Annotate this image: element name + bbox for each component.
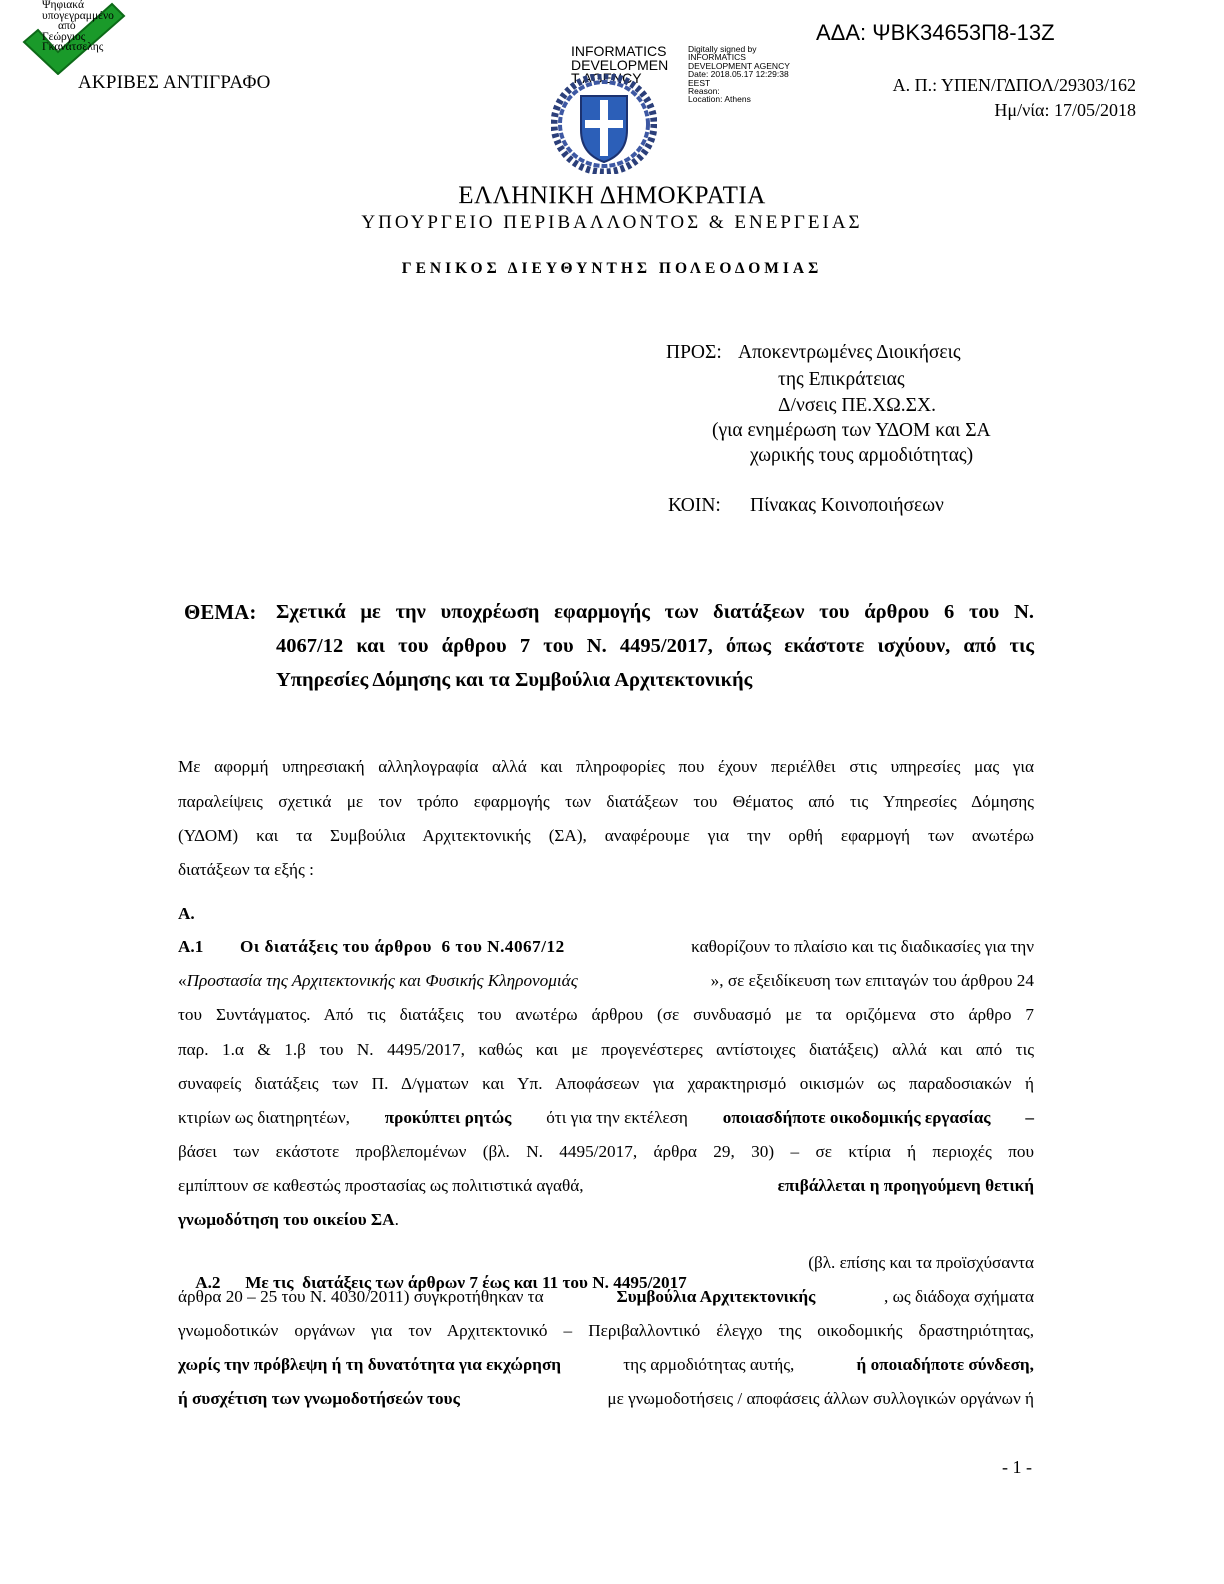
a1-line-5: συναφείς διατάξεις των Π. Δ/γματων και Υπ. Αποφάσεων για χαρακτηρισμό οικισμών ως παραδοσιακών ή — [178, 1074, 1034, 1093]
to-label: ΠΡΟΣ: — [666, 342, 722, 363]
to-recipient-4: (για ενημέρωση των ΥΔΟΜ και ΣΑ — [712, 420, 991, 441]
a1-l9-bold: γνωμοδότηση του οικείου ΣΑ — [178, 1210, 395, 1229]
a1-bold-text: Οι διατάξεις του άρθρου 6 του Ν.4067/12 — [240, 937, 565, 956]
a2-l4-bold-1: χωρίς την πρόβλεψη ή τη δυνατότητα για εκχώρηση — [178, 1355, 562, 1374]
to-recipient-3: Δ/νσεις ΠΕ.ΧΩ.ΣΧ. — [778, 395, 936, 416]
a1-line-2 — [178, 971, 1034, 991]
a2-line-4 — [178, 1355, 1034, 1375]
protocol-date: Ημ/νία: 17/05/2018 — [994, 100, 1136, 120]
a1-text: καθορίζουν το πλαίσιο και τις διαδικασίες για την — [686, 937, 1034, 956]
subject-label: ΘΕΜΑ: — [184, 600, 257, 624]
a1-l6-a: κτιρίων ως διατηρητέων, — [178, 1108, 355, 1127]
section-a-heading: Α. — [178, 904, 195, 923]
a1-line-7: βάσει των εκάστοτε προβλεπομένων (βλ. Ν. 4495/2017, άρθρα 29, 30) – σε κτίρια ή περιοχές που — [178, 1142, 1034, 1161]
protocol-number: Α. Π.: ΥΠΕΝ/ΓΔΠΟΛ/29303/162 — [892, 75, 1136, 95]
a1-l6-dash: – — [1021, 1108, 1034, 1127]
a2-line-3: γνωμοδοτικών οργάνων για τον Αρχιτεκτονικό – Περιβαλλοντικό έλεγχο της οικοδομικής δραστηριότητας, — [178, 1321, 1034, 1340]
a1-italic-title: Προστασία της Αρχιτεκτονικής και Φυσικής Κληρονομιάς — [186, 971, 578, 990]
a2-l4-b: της αρμοδιότητας αυτής, — [618, 1355, 799, 1374]
ministry-title: ΥΠΟΥΡΓΕΙΟ ΠΕΡΙΒΑΛΛΟΝΤΟΣ & ΕΝΕΡΓΕΙΑΣ — [361, 212, 863, 233]
to-recipient-5: χωρικής τους αρμοδιότητας) — [750, 445, 974, 466]
subject-line-2: 4067/12 και του άρθρου 7 του Ν. 4495/2017, όπως εκάστοτε ισχύουν, από τις — [276, 635, 1034, 657]
stamp-signer-text: Ψηφιακά υπογεγραμμένο από Γεώργιος Γκανάτσελης — [42, 0, 114, 53]
page-number: - 1 - — [1002, 1457, 1032, 1477]
protocol-info — [893, 73, 1136, 123]
a2-l5-bold: ή συσχέτιση των γνωμοδοτήσεών τους — [178, 1389, 460, 1408]
intro-line-2: παραλείψεις σχετικά με τον τρόπο εφαρμογής των διατάξεων του Θέματος από τις Υπηρεσίες Δόμησης — [178, 792, 1034, 811]
cc-value: Πίνακας Κοινοποιήσεων — [750, 495, 944, 516]
a2-l4-bold-2: ή οποιαδήποτε σύνδεση, — [856, 1355, 1034, 1374]
to-recipient-1: Αποκεντρωμένες Διοικήσεις — [738, 342, 961, 363]
intro-line-1: Με αφορμή υπηρεσιακή αλληλογραφία αλλά και πληροφορίες που έχουν περιέλθει στις υπηρεσίες μας για — [178, 757, 1034, 776]
subject-line-1: Σχετικά με την υποχρέωση εφαρμογής των διατάξεων του άρθρου 6 του Ν. — [276, 601, 1034, 623]
a2-l2-a: άρθρα 20 – 25 του Ν. 4030/2011) συγκροτήθηκαν τα — [178, 1287, 548, 1306]
a1-l6-c: ότι για την εκτέλεση — [541, 1108, 693, 1127]
a1-line-9 — [178, 1210, 1034, 1230]
a1-line-3: του Συντάγματος. Από τις διατάξεις του ανωτέρω άρθρου (σε συνδυασμό με τα οριζόμενα στο άρθρο 7 — [178, 1005, 1034, 1024]
greek-coat-of-arms-emblem — [551, 74, 657, 174]
a1-l8-bold: επιβάλλεται η προηγούμενη θετική — [777, 1176, 1034, 1195]
a1-line-8 — [178, 1176, 1034, 1196]
a2-number: Α.2 — [195, 1273, 221, 1292]
a1-line-4: παρ. 1.α & 1.β του Ν. 4495/2017, καθώς και με προγενέστερες αντίστοιχες διατάξεις) αλλά και από τις — [178, 1040, 1034, 1059]
a1-l8-a: εμπίπτουν σε καθεστώς προστασίας ως πολιτιστικά αγαθά, — [178, 1176, 588, 1195]
a2-bold-text: Με τις διατάξεις των άρθρων 7 έως και 11 του Ν. 4495/2017 — [245, 1273, 687, 1292]
a2-l2-bold: Συμβούλια Αρχιτεκτονικής — [616, 1287, 816, 1306]
a2-line-5 — [178, 1389, 1034, 1409]
a1-l9-period: . — [394, 1210, 399, 1229]
a1-l6-bold-1: προκύπτει ρητώς — [384, 1108, 512, 1127]
a2-l5-b: με γνωμοδοτήσεις / αποφάσεις άλλων συλλογικών οργάνων ή — [603, 1389, 1034, 1408]
exact-copy-label: ΑΚΡΙΒΕΣ ΑΝΤΙΓΡΑΦΟ — [78, 72, 271, 93]
digital-signature-stamp — [20, 0, 140, 75]
a1-text-2: », σε εξειδίκευση των επιταγών του άρθρου 24 — [710, 971, 1034, 990]
a2-line-2 — [178, 1287, 1034, 1307]
a1-number: Α.1 — [178, 937, 204, 956]
subject-line-3: Υπηρεσίες Δόμησης και τα Συμβούλια Αρχιτεκτονικής — [276, 669, 753, 691]
a1-l6-bold-2: οποιασδήποτε οικοδομικής εργασίας — [722, 1108, 991, 1127]
ada-code: ΑΔΑ: ΨΒΚ34653Π8-13Ζ — [816, 20, 1055, 45]
intro-line-4: διατάξεων τα εξής : — [178, 860, 314, 879]
signing-organization: INFORMATICS DEVELOPMEN T AGENCY — [571, 43, 669, 86]
republic-title: ΕΛΛΗΝΙΚΗ ΔΗΜΟΚΡΑΤΙΑ — [458, 182, 766, 209]
digital-signature-details: Digitally signed by INFORMATICS DEVELOPMENT AGENCY Date: 2018.05.17 12:29:38 EEST Reason: Location: Athens — [688, 44, 790, 105]
intro-line-3: (ΥΔΟΜ) και τα Συμβούλια Αρχιτεκτονικής (ΣΑ), αναφέρουμε για την ορθή εφαρμογή των ανωτέρω — [178, 826, 1034, 845]
a1-line-1 — [178, 937, 1034, 957]
a2-l2-c: , ως διάδοχα σχήματα — [884, 1287, 1034, 1306]
directorate-title: ΓΕΝΙΚΟΣ ΔΙΕΥΘΥΝΤΗΣ ΠΟΛΕΟΔΟΜΙΑΣ — [401, 260, 823, 277]
a1-line-6 — [178, 1108, 1034, 1128]
a2-text: (βλ. επίσης και τα προϊσχύσαντα — [803, 1253, 1034, 1272]
cc-label: ΚΟΙΝ: — [668, 495, 721, 516]
to-recipient-2: της Επικράτειας — [778, 369, 905, 390]
a1-quote-open: « — [178, 971, 187, 990]
